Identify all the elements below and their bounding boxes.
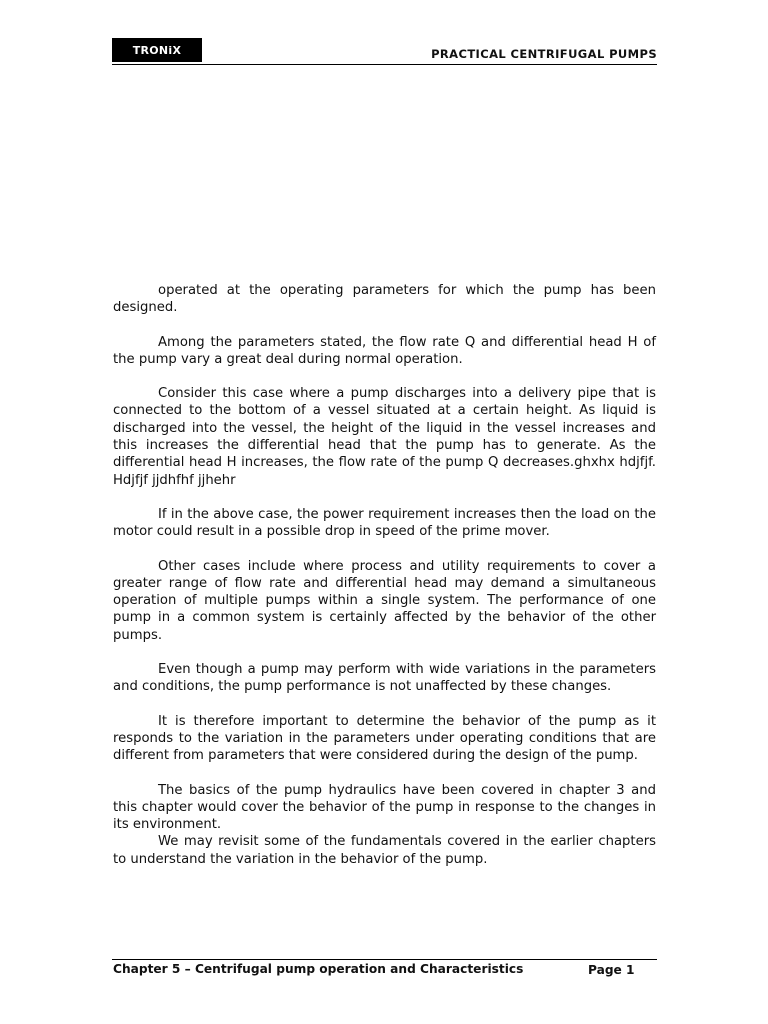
paragraph: Other cases include where process and utility requirements to cover a greater range of flow rate and differential head may demand a simultaneous operation of multiple pumps within a single system. The performance of one pump in a common system is certainly affected by the behavior of the other pumps. xyxy=(113,558,656,643)
footer-chapter-title: Chapter 5 – Centrifugal pump operation and Characteristics xyxy=(113,962,524,976)
paragraph: operated at the operating parameters for which the pump has been designed. xyxy=(113,283,656,316)
paragraph: Consider this case where a pump discharges into a delivery pipe that is connected to the bottom of a vessel situated at a certain height. As liquid is discharged into the vessel, the height of the liquid in the vessel increases and this increases the differential head that the pump has to generate. As the differential head H increases, the flow rate of the pump Q decreases.ghxhx hdjfjf. Hdjfjf jjdhfhf jjhehr xyxy=(113,386,656,488)
paragraph: The basics of the pump hydraulics have been covered in chapter 3 and this chapter would cover the behavior of the pump in response to the changes in its environment. xyxy=(113,782,656,833)
footer-rule xyxy=(112,959,657,960)
paragraph: Among the parameters stated, the flow rate Q and differential head H of the pump vary a great deal during normal operation. xyxy=(113,334,656,367)
paragraph: Even though a pump may perform with wide variations in the parameters and conditions, the pump performance is not unaffected by these changes. xyxy=(113,662,656,695)
paragraph: We may revisit some of the fundamentals covered in the earlier chapters to understand the variation in the behavior of the pump. xyxy=(113,834,656,867)
paragraph: If in the above case, the power requirement increases then the load on the motor could result in a possible drop in speed of the prime mover. xyxy=(113,506,656,540)
brand-label: TRONiX xyxy=(132,43,182,57)
body-text xyxy=(113,282,656,868)
page-number: Page 1 xyxy=(588,963,635,977)
paragraph: It is therefore important to determine the behavior of the pump as it responds to the variation in the parameters under operating conditions that are different from parameters that were considered during the design of the pump. xyxy=(113,713,656,764)
header-rule xyxy=(112,64,657,65)
brand-logo-box xyxy=(112,38,202,62)
running-header-title: PRACTICAL CENTRIFUGAL PUMPS xyxy=(431,47,657,61)
